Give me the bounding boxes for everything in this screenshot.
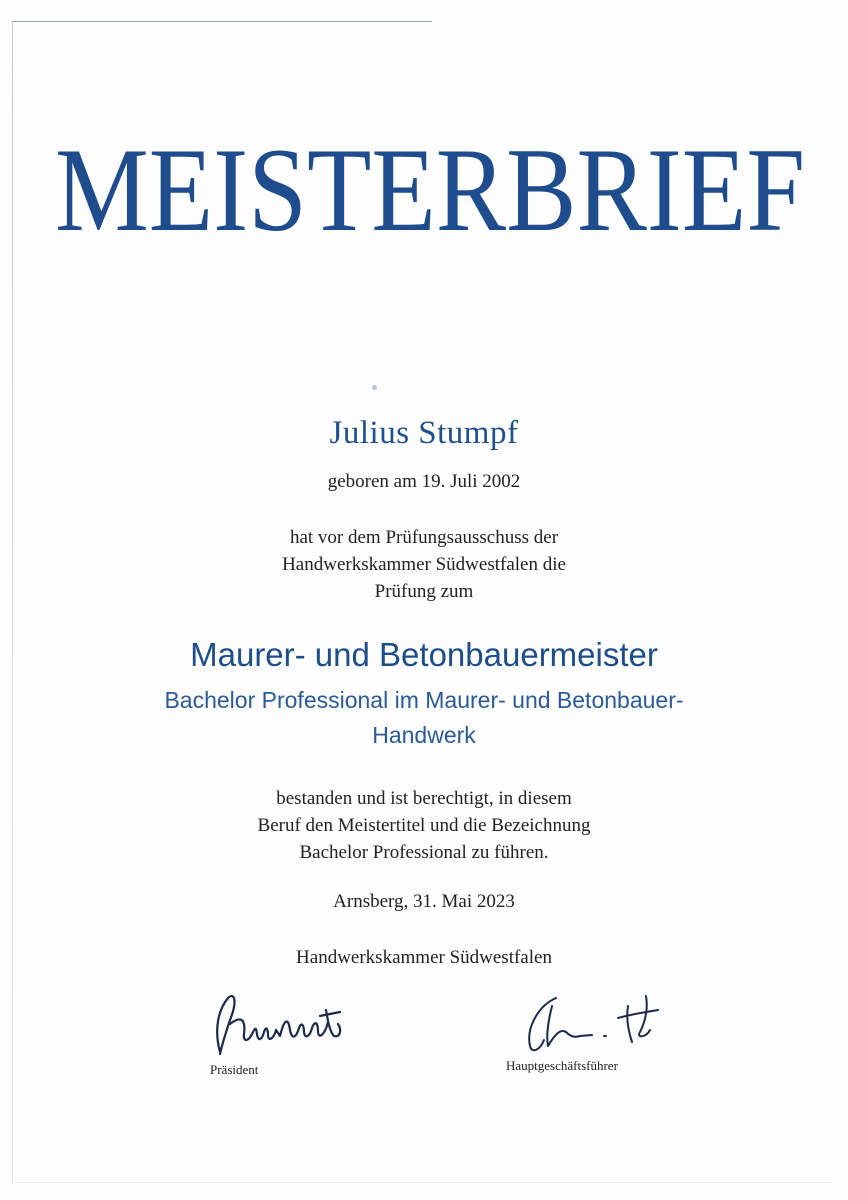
entitlement-line: bestanden und ist berechtigt, in diesem [276,788,572,809]
exam-line: Handwerkskammer Südwestfalen die [282,554,566,575]
certificate-title [40,118,820,268]
svg-text:Meisterbrief: Meisterbrief [55,123,805,256]
title-calligraphy [40,118,820,268]
page-edge-top [12,21,432,22]
recipient-name: Julius Stumpf [329,415,519,451]
ceo-signature [508,988,678,1058]
ceo-label: Hauptgeschäftsführer [506,1058,618,1073]
president-label: Präsident [210,1062,259,1077]
entitlement-statement [0,785,848,866]
exam-line: Prüfung zum [374,581,474,602]
profession-title: Maurer- und Betonbauermeister [190,636,658,673]
entitlement-line: Bachelor Professional zu führen. [299,842,549,863]
degree-line: Handwerk [372,722,476,748]
issuing-chamber: Handwerkskammer Südwestfalen [296,947,552,968]
entitlement-line: Beruf den Meistertitel und die Bezeichnung [257,815,591,836]
exam-statement [0,524,848,605]
place-and-date: Arnsberg, 31. Mai 2023 [333,891,515,912]
degree-title [0,683,848,753]
handwritten-signature-ceo [508,988,678,1058]
ink-speck [372,385,377,390]
birth-date: geboren am 19. Juli 2002 [327,471,521,492]
handwritten-signature-president [200,990,350,1062]
page-edge-bottom [12,1182,832,1183]
degree-line: Bachelor Professional im Maurer- und Betonbauer- [164,687,684,713]
president-signature [200,990,350,1062]
exam-line: hat vor dem Prüfungsausschuss der [289,527,559,548]
